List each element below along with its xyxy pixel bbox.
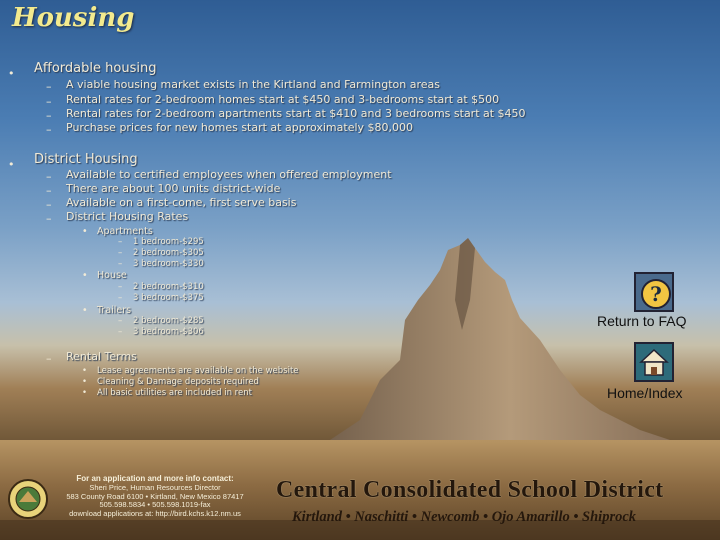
- rental-term-1: Lease agreements are available on the website: [97, 366, 299, 376]
- bullet-dot: •: [82, 388, 88, 398]
- dash-marker: –: [118, 316, 123, 326]
- rate-trailer-1: 2 bedroom-$285: [133, 316, 204, 326]
- rate-apartment-1: 1 bedroom-$295: [133, 237, 204, 247]
- dash-marker: –: [46, 109, 52, 122]
- district-towns: Kirtland • Naschitti • Newcomb • Ojo Amarillo • Shiprock: [292, 509, 637, 525]
- bullet-district-housing: District Housing: [34, 152, 138, 167]
- bullet-dot: •: [8, 67, 15, 80]
- dash-marker: –: [46, 198, 52, 211]
- dash-marker: –: [118, 259, 123, 269]
- dash-marker: –: [118, 293, 123, 303]
- affordable-item-4: Purchase prices for new homes start at approximately $80,000: [66, 121, 414, 134]
- rate-trailers: Trailers: [97, 305, 132, 316]
- rate-apartment-3: 3 bedroom-$330: [133, 259, 204, 269]
- contact-phone: 505.598.5834 • 505.598.1019-fax: [99, 500, 211, 510]
- bullet-dot: •: [82, 377, 88, 387]
- rate-apartment-2: 2 bedroom-$305: [133, 248, 204, 258]
- bullet-dot: •: [82, 226, 88, 237]
- bullet-dot: •: [8, 158, 15, 171]
- dash-marker: –: [46, 123, 52, 136]
- rental-term-2: Cleaning & Damage deposits required: [97, 377, 259, 387]
- faq-button[interactable]: [634, 272, 674, 312]
- rate-house: House: [97, 270, 127, 281]
- rate-apartments: Apartments: [97, 226, 153, 237]
- contact-heading: For an application and more info contact:: [76, 474, 234, 483]
- district-item-1: Available to certified employees when offered employment: [66, 168, 392, 181]
- rental-term-3: All basic utilities are included in rent: [97, 388, 252, 398]
- dash-marker: –: [46, 95, 52, 108]
- dash-marker: –: [46, 352, 52, 365]
- dash-marker: –: [118, 248, 123, 258]
- rental-terms-heading: Rental Terms: [66, 350, 137, 363]
- bullet-dot: •: [82, 366, 88, 376]
- dash-marker: –: [118, 327, 123, 337]
- house-icon: [636, 344, 672, 380]
- rate-house-2: 3 bedroom-$375: [133, 293, 204, 303]
- contact-address: 583 County Road 6100 • Kirtland, New Mexico 87417: [66, 491, 244, 501]
- bullet-affordable-housing: Affordable housing: [34, 61, 157, 76]
- home-button[interactable]: [634, 342, 674, 382]
- rate-house-1: 2 bedroom-$310: [133, 282, 204, 292]
- return-to-faq-link[interactable]: Return to FAQ: [597, 313, 687, 329]
- district-item-2: There are about 100 units district-wide: [66, 182, 281, 195]
- slide-title: Housing: [12, 3, 135, 33]
- question-mark-icon: ?: [641, 279, 671, 309]
- rate-trailer-2: 3 bedroom-$306: [133, 327, 204, 337]
- dash-marker: –: [46, 80, 52, 93]
- home-index-link[interactable]: Home/Index: [607, 385, 683, 401]
- district-item-4: District Housing Rates: [66, 210, 189, 223]
- dash-marker: –: [46, 170, 52, 183]
- affordable-item-1: A viable housing market exists in the Kirtland and Farmington areas: [66, 78, 440, 91]
- affordable-item-2: Rental rates for 2-bedroom homes start at $450 and 3-bedrooms start at $500: [66, 93, 500, 106]
- dash-marker: –: [46, 184, 52, 197]
- affordable-item-3: Rental rates for 2-bedroom apartments start at $410 and 3 bedrooms start at $450: [66, 107, 526, 120]
- district-item-3: Available on a first-come, first serve basis: [66, 196, 297, 209]
- dash-marker: –: [46, 212, 52, 225]
- dash-marker: –: [118, 282, 123, 292]
- district-name: Central Consolidated School District: [276, 477, 664, 503]
- bullet-dot: •: [82, 270, 88, 281]
- bullet-dot: •: [82, 305, 88, 316]
- contact-name: Sheri Price, Human Resources Director: [89, 482, 221, 492]
- contact-web-link[interactable]: download applications at: http://bird.kchs.k12.nm.us: [69, 509, 241, 519]
- dash-marker: –: [118, 237, 123, 247]
- contact-info: [30, 475, 280, 519]
